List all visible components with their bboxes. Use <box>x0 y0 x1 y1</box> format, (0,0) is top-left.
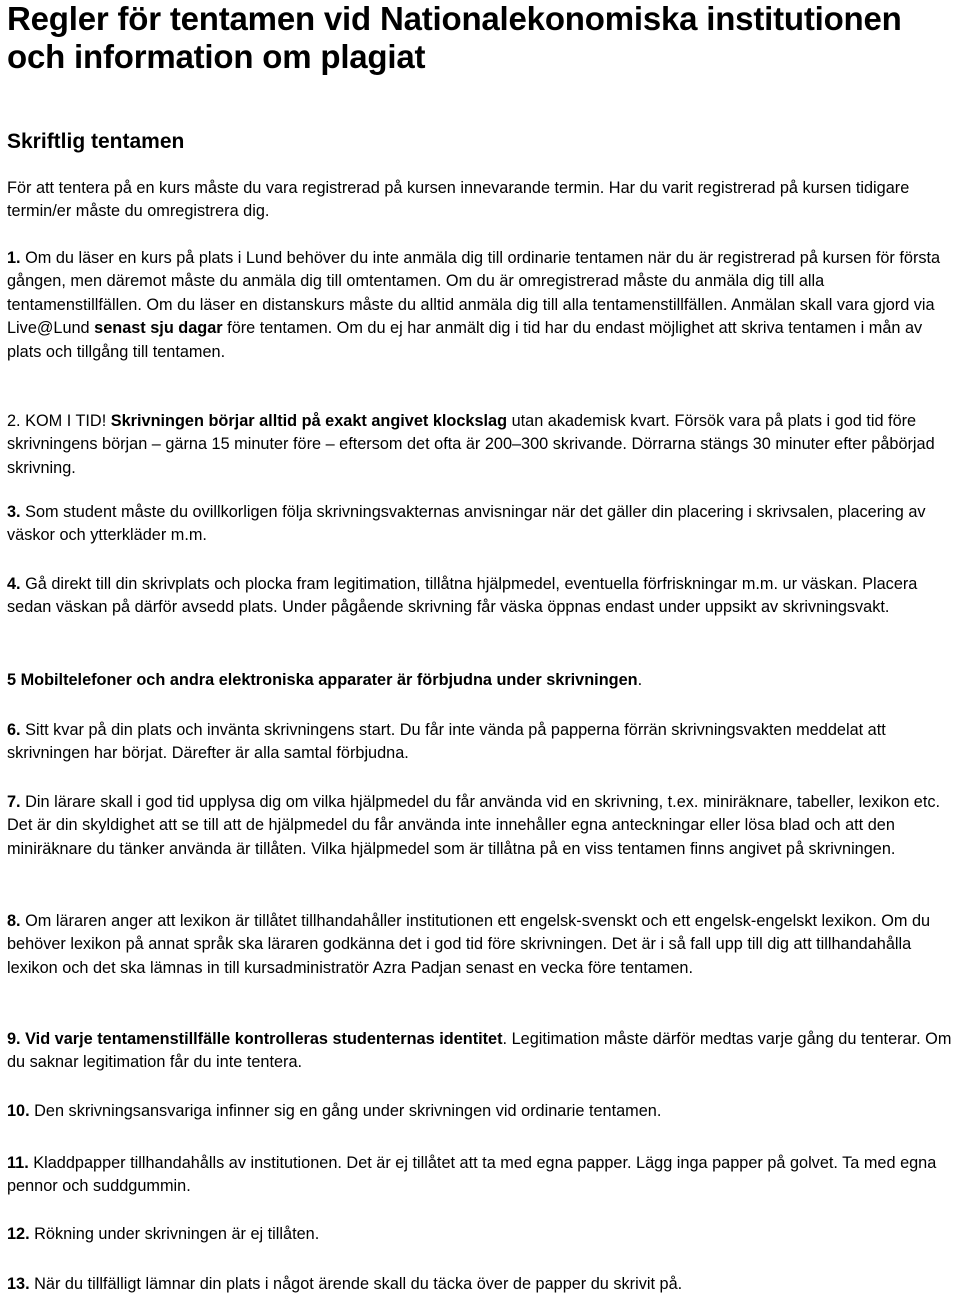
rule-emphasis: Vid varje tentamenstillfälle kontrolleras studenternas identitet <box>20 1030 503 1048</box>
rule-number: 12. <box>7 1225 30 1243</box>
section-heading: Skriftlig tentamen <box>7 130 185 153</box>
rule-emphasis: 5 Mobiltelefoner och andra elektroniska apparater är förbjudna under skrivningen <box>7 671 638 689</box>
rule-number: 3. <box>7 503 21 521</box>
rule-number: 8. <box>7 912 21 930</box>
rule-emphasis: Skrivningen börjar alltid på exakt angivet klockslag <box>106 412 508 430</box>
rule-number: 7. <box>7 793 21 811</box>
rule-9 <box>7 1028 952 1075</box>
rule-8 <box>7 910 952 980</box>
rule-11 <box>7 1152 952 1199</box>
rule-number: 6. <box>7 721 21 739</box>
document-title: Regler för tentamen vid Nationalekonomiska institutionen och information om plagiat <box>7 0 902 75</box>
rule-emphasis: senast sju dagar <box>94 319 223 338</box>
rule-7 <box>7 791 952 861</box>
rule-13 <box>7 1273 952 1296</box>
rule-text: Kladdpapper tillhandahålls av institutionen. Det är ej tillåtet att ta med egna papper. Lägg inga papper på golvet. Ta med egna pennor och suddgummin. <box>7 1154 937 1196</box>
rule-text: Den skrivningsansvariga infinner sig en gång under skrivningen vid ordinarie tentamen. <box>29 1102 662 1120</box>
rule-text: Om du läser en kurs på plats i Lund behöver du inte anmäla dig till ordinarie tentamen när du är registrerad på kursen för första gången, men däremot måste du anmäla dig till omtentamen. Om du är omregistrerad måste du anmäla dig till alla tentamenstillfällen. Om du läser en distanskurs måste du alltid anmäla dig till alla tentamenstillfällen. Anmälan skall vara gjord via Live@Lund <box>7 249 941 338</box>
rule-text: Rökning under skrivningen är ej tillåten. <box>29 1225 320 1243</box>
rule-number: 13. <box>7 1275 30 1293</box>
rule-text: Din lärare skall i god tid upplysa dig om vilka hjälpmedel du får använda vid en skrivning, t.ex. miniräknare, tabeller, lexikon etc. Det är din skyldighet att se till att de hjälpmedel du får använda inte innehåller egna anteckningar eller lösa blad och att den miniräknare du tänker använda är tillåten. Vilka hjälpmedel som är tillåtna på en viss tentamen finns angivet på skrivningen. <box>7 793 941 858</box>
rule-5 <box>7 669 952 692</box>
rule-2 <box>7 410 952 480</box>
rule-number: 1. <box>7 249 21 267</box>
rule-3 <box>7 501 952 548</box>
rule-text: Gå direkt till din skrivplats och plocka fram legitimation, tillåtna hjälpmedel, eventuella förfriskningar m.m. ur väskan. Placera sedan väskan på därför avsedd plats. Under pågående skrivning får väska öppnas endast under uppsikt av skrivningsvakt. <box>7 575 918 617</box>
rule-4 <box>7 573 952 620</box>
rule-text: När du tillfälligt lämnar din plats i något ärende skall du täcka över de papper du skrivit på. <box>29 1275 683 1293</box>
rule-text: . <box>637 671 643 689</box>
rule-text: Som student måste du ovillkorligen följa skrivningsvakternas anvisningar när det gäller din placering i skrivsalen, placering av väskor och ytterkläder m.m. <box>7 503 926 545</box>
rule-6 <box>7 719 952 766</box>
rule-1 <box>7 247 952 364</box>
rule-number: 2. KOM I TID! <box>7 412 107 430</box>
rule-10 <box>7 1100 952 1123</box>
rule-text: Om läraren anger att lexikon är tillåtet tillhandahåller institutionen ett engelsk-svenskt och ett engelsk-engelskt lexikon. Om du behöver lexikon på annat språk ska läraren godkänna det i god tid före skrivningen. Det är i så fall upp till dig att tillhandahålla lexikon och det ska lämnas in till kursadministratör Azra Padjan senast en vecka före tentamen. <box>7 912 931 977</box>
rule-text: . Legitimation måste därför medtas varje gång du tenterar. Om du saknar legitimation får du inte tentera. <box>7 1030 952 1072</box>
rule-number: 4. <box>7 575 21 593</box>
rule-text-after: före tentamen. Om du ej har anmält dig i tid har du endast möjlighet att skriva tentamen i mån av plats och tillgång till tentamen. <box>7 319 923 361</box>
rule-number: 11. <box>7 1154 29 1172</box>
rule-number: 9. <box>7 1030 21 1048</box>
rule-12 <box>7 1223 952 1246</box>
rule-text: Sitt kvar på din plats och invänta skrivningens start. Du får inte vända på papperna förrän skrivningsvakten meddelat att skrivningen har börjat. Därefter är alla samtal förbjudna. <box>7 721 886 763</box>
rule-number: 10. <box>7 1102 30 1120</box>
rule-text: utan akademisk kvart. Försök vara på plats i god tid före skrivningens början – gärna 15 minuter före – eftersom det ofta är 200–300 skrivande. Dörrarna stängs 30 minuter efter påbörjad skrivning. <box>7 412 935 477</box>
intro-paragraph: För att tentera på en kurs måste du vara registrerad på kursen innevarande termin. Har du varit registrerad på kursen tidigare termin/er måste du omregistrera dig. <box>7 179 910 221</box>
